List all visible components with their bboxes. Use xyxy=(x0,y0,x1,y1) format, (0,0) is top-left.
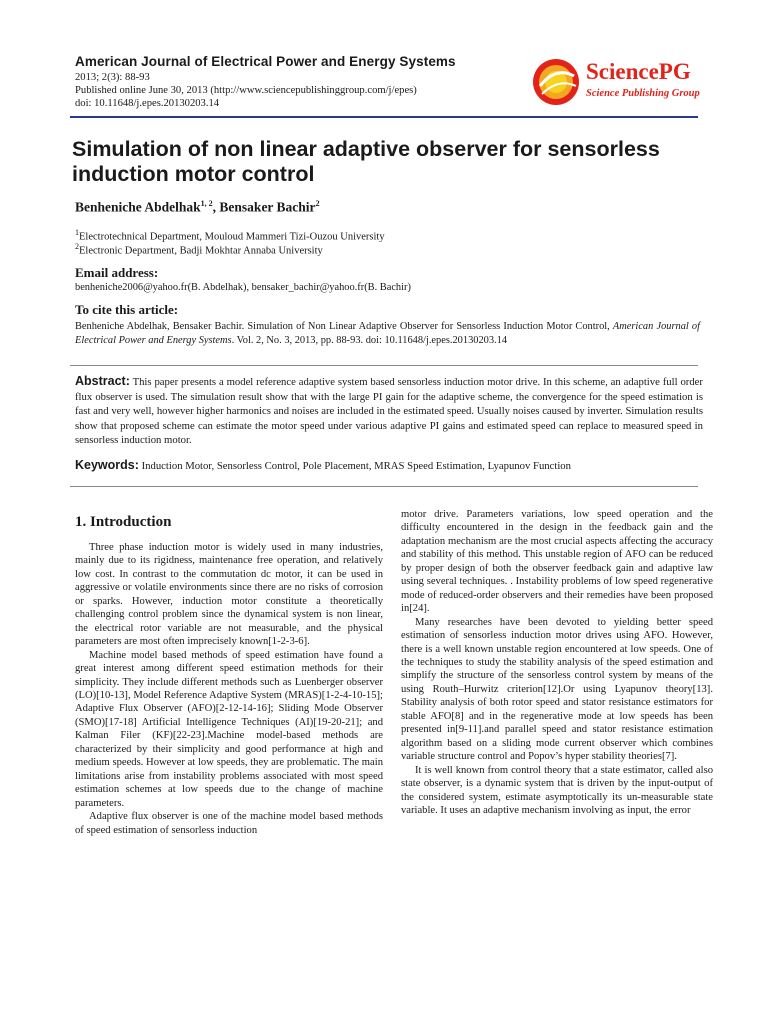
author-affiliation-mark: 1, 2 xyxy=(200,199,213,208)
authors xyxy=(75,199,320,216)
published-line: Published online June 30, 2013 (http://www.sciencepublishinggroup.com/j/epes) xyxy=(75,85,417,96)
logo-tagline: Science Publishing Group xyxy=(586,88,700,99)
cite-text-part: Benheniche Abdelhak, Bensaker Bachir. Simulation of Non Linear Adaptive Observer for Sensorless Induction Motor Control, xyxy=(75,321,613,332)
abstract-text: This paper presents a model reference adaptive system based sensorless induction motor drive. In this scheme, an adaptive full order flux observer is used. The simulation result show that with the large PI gain for the adaptive scheme, the convergence for the speed estimation is fast and very well, however higher harmonics and noises are included in the estimated speed. Usually noises caused by inverter. Simulation results show that proposed scheme can estimate the motor speed under various adaptive PI gains and estimated speed can replace to measured speed in sensorless induction motor. xyxy=(75,376,703,447)
affiliation-mark: 2 xyxy=(75,242,79,251)
author-name: Benheniche Abdelhak xyxy=(75,199,201,215)
cite-heading: To cite this article: xyxy=(75,302,179,317)
affiliation-text: Electrotechnical Department, Mouloud Mammeri Tizi-Ouzou University xyxy=(79,231,385,243)
keywords xyxy=(75,458,703,472)
logo-name: SciencePG xyxy=(586,59,691,84)
cite-journal: American Journal of Electrical Power and Energy Systems xyxy=(75,321,700,346)
doi-line: doi: 10.11648/j.epes.20130203.14 xyxy=(75,98,220,109)
paragraph: motor drive. Parameters variations, low speed operation and the difficulty encountered in the design in the feedback gain and the adaptation mechanism are the most crucial aspects affecting the accuracy and stability of this method. This unstable region of AFO can be reduced by proper design of both the observer feedback gain and adaptive law using several techniques. . Instability problems of low speed regenerative mode of reduced-order observers and their remedies have been proposed in[24]. xyxy=(401,509,713,615)
author-separator: , xyxy=(212,199,220,215)
abstract-label: Abstract: xyxy=(75,374,130,388)
sciencepg-emblem-icon xyxy=(530,56,582,108)
paragraph: It is well known from control theory that a state estimator, called also state observer, is a dynamic system that is driven by the input-output of the considered system, estimate asymptotically its un-measurable state variable. It uses an adaptive mechanism involving as input, the error xyxy=(401,764,713,816)
journal-title: American Journal of Electrical Power and Energy Systems xyxy=(75,54,456,69)
email-text: benheniche2006@yahoo.fr(B. Abdelhak), bensaker_bachir@yahoo.fr(B. Bachir) xyxy=(75,282,411,293)
paper-title: Simulation of non linear adaptive observer for sensorless induction motor control xyxy=(72,137,660,186)
author-affiliation-mark: 2 xyxy=(315,199,320,208)
paragraph: Three phase induction motor is widely used in many industries, mainly due to its rigidness, maintenance free operation, and relatively low cost. In contrast to the commutation dc motor, it can be used in aggressive or volatile environments since there are no risks of corrosion or sparks. However, induction motor constitute a theoretically challenging control problem since the dynamical system is non linear, the electrical rotor variable are not measurable, and the physical parameters are most often imprecisely known[1-2-3-6]. xyxy=(75,542,383,648)
cite-text xyxy=(75,320,700,347)
abstract xyxy=(75,374,703,448)
volume-line: 2013; 2(3): 88-93 xyxy=(75,72,150,83)
abstract-bottom-divider xyxy=(70,486,698,487)
sciencepg-logo xyxy=(530,56,705,108)
cite-text-part: . Vol. 2, No. 3, 2013, pp. 88-93. doi: 10.11648/j.epes.20130203.14 xyxy=(231,334,508,346)
header-divider xyxy=(70,116,698,118)
affiliation-mark: 1 xyxy=(75,228,79,237)
affiliation xyxy=(75,242,323,257)
affiliation xyxy=(75,228,385,243)
left-column xyxy=(75,541,383,837)
right-column xyxy=(401,508,713,817)
author-name: Bensaker Bachir xyxy=(219,199,316,215)
keywords-label: Keywords: xyxy=(75,458,139,472)
paragraph: Adaptive flux observer is one of the machine model based methods of speed estimation of sensorless induction xyxy=(75,811,383,836)
affiliation-text: Electronic Department, Badji Mokhtar Annaba University xyxy=(79,245,323,257)
paragraph: Machine model based methods of speed estimation have found a great interest among different speed estimation methods for their simplicity. They include different methods such as Luenberger observer (LO)[10-13], Model Reference Adaptive System (MRAS)[1-2-4-10-15]; Adaptive Flux Observer (AFO)[2-12-14-16]; Sliding Mode Observer (SMO)[17-18] Artificial Intelligence Techniques (AI)[19-20-21]; and Kalman Filer (KF)[22-23].Machine model-based methods are characterized by their simplicity and good performance at high and medium speeds. However at low speeds, they are problematic. The main limitations arise from instability problems associated with most speed estimation schemes at low speeds due to the change of machine parameters. xyxy=(75,649,383,809)
abstract-top-divider xyxy=(70,365,698,366)
keywords-text: Induction Motor, Sensorless Control, Pole Placement, MRAS Speed Estimation, Lyapunov Function xyxy=(141,460,571,472)
section-heading: 1. Introduction xyxy=(75,514,172,530)
email-heading: Email address: xyxy=(75,265,159,280)
paragraph: Many researches have been devoted to yielding better speed estimation of sensorless induction motor drives using AFO. However, there is a well known unstable region encountered at low speeds. One of the techniques to study the stability analysis of the speed estimation and simplify the structure of the sensorless control system by means of the using Routh–Hurwitz criterion[12].Or using Lyapunov theory[13]. Stability analysis of both rotor speed and stator resistance estimators for stable AFO[8] and in the regenerative mode at low speeds has been presented in[9-11].and parallel speed and stator resistance estimation algorithm based on a sliding mode current observer which combines variable structure control and Popov’s hyper stability theories[7]. xyxy=(401,616,713,763)
